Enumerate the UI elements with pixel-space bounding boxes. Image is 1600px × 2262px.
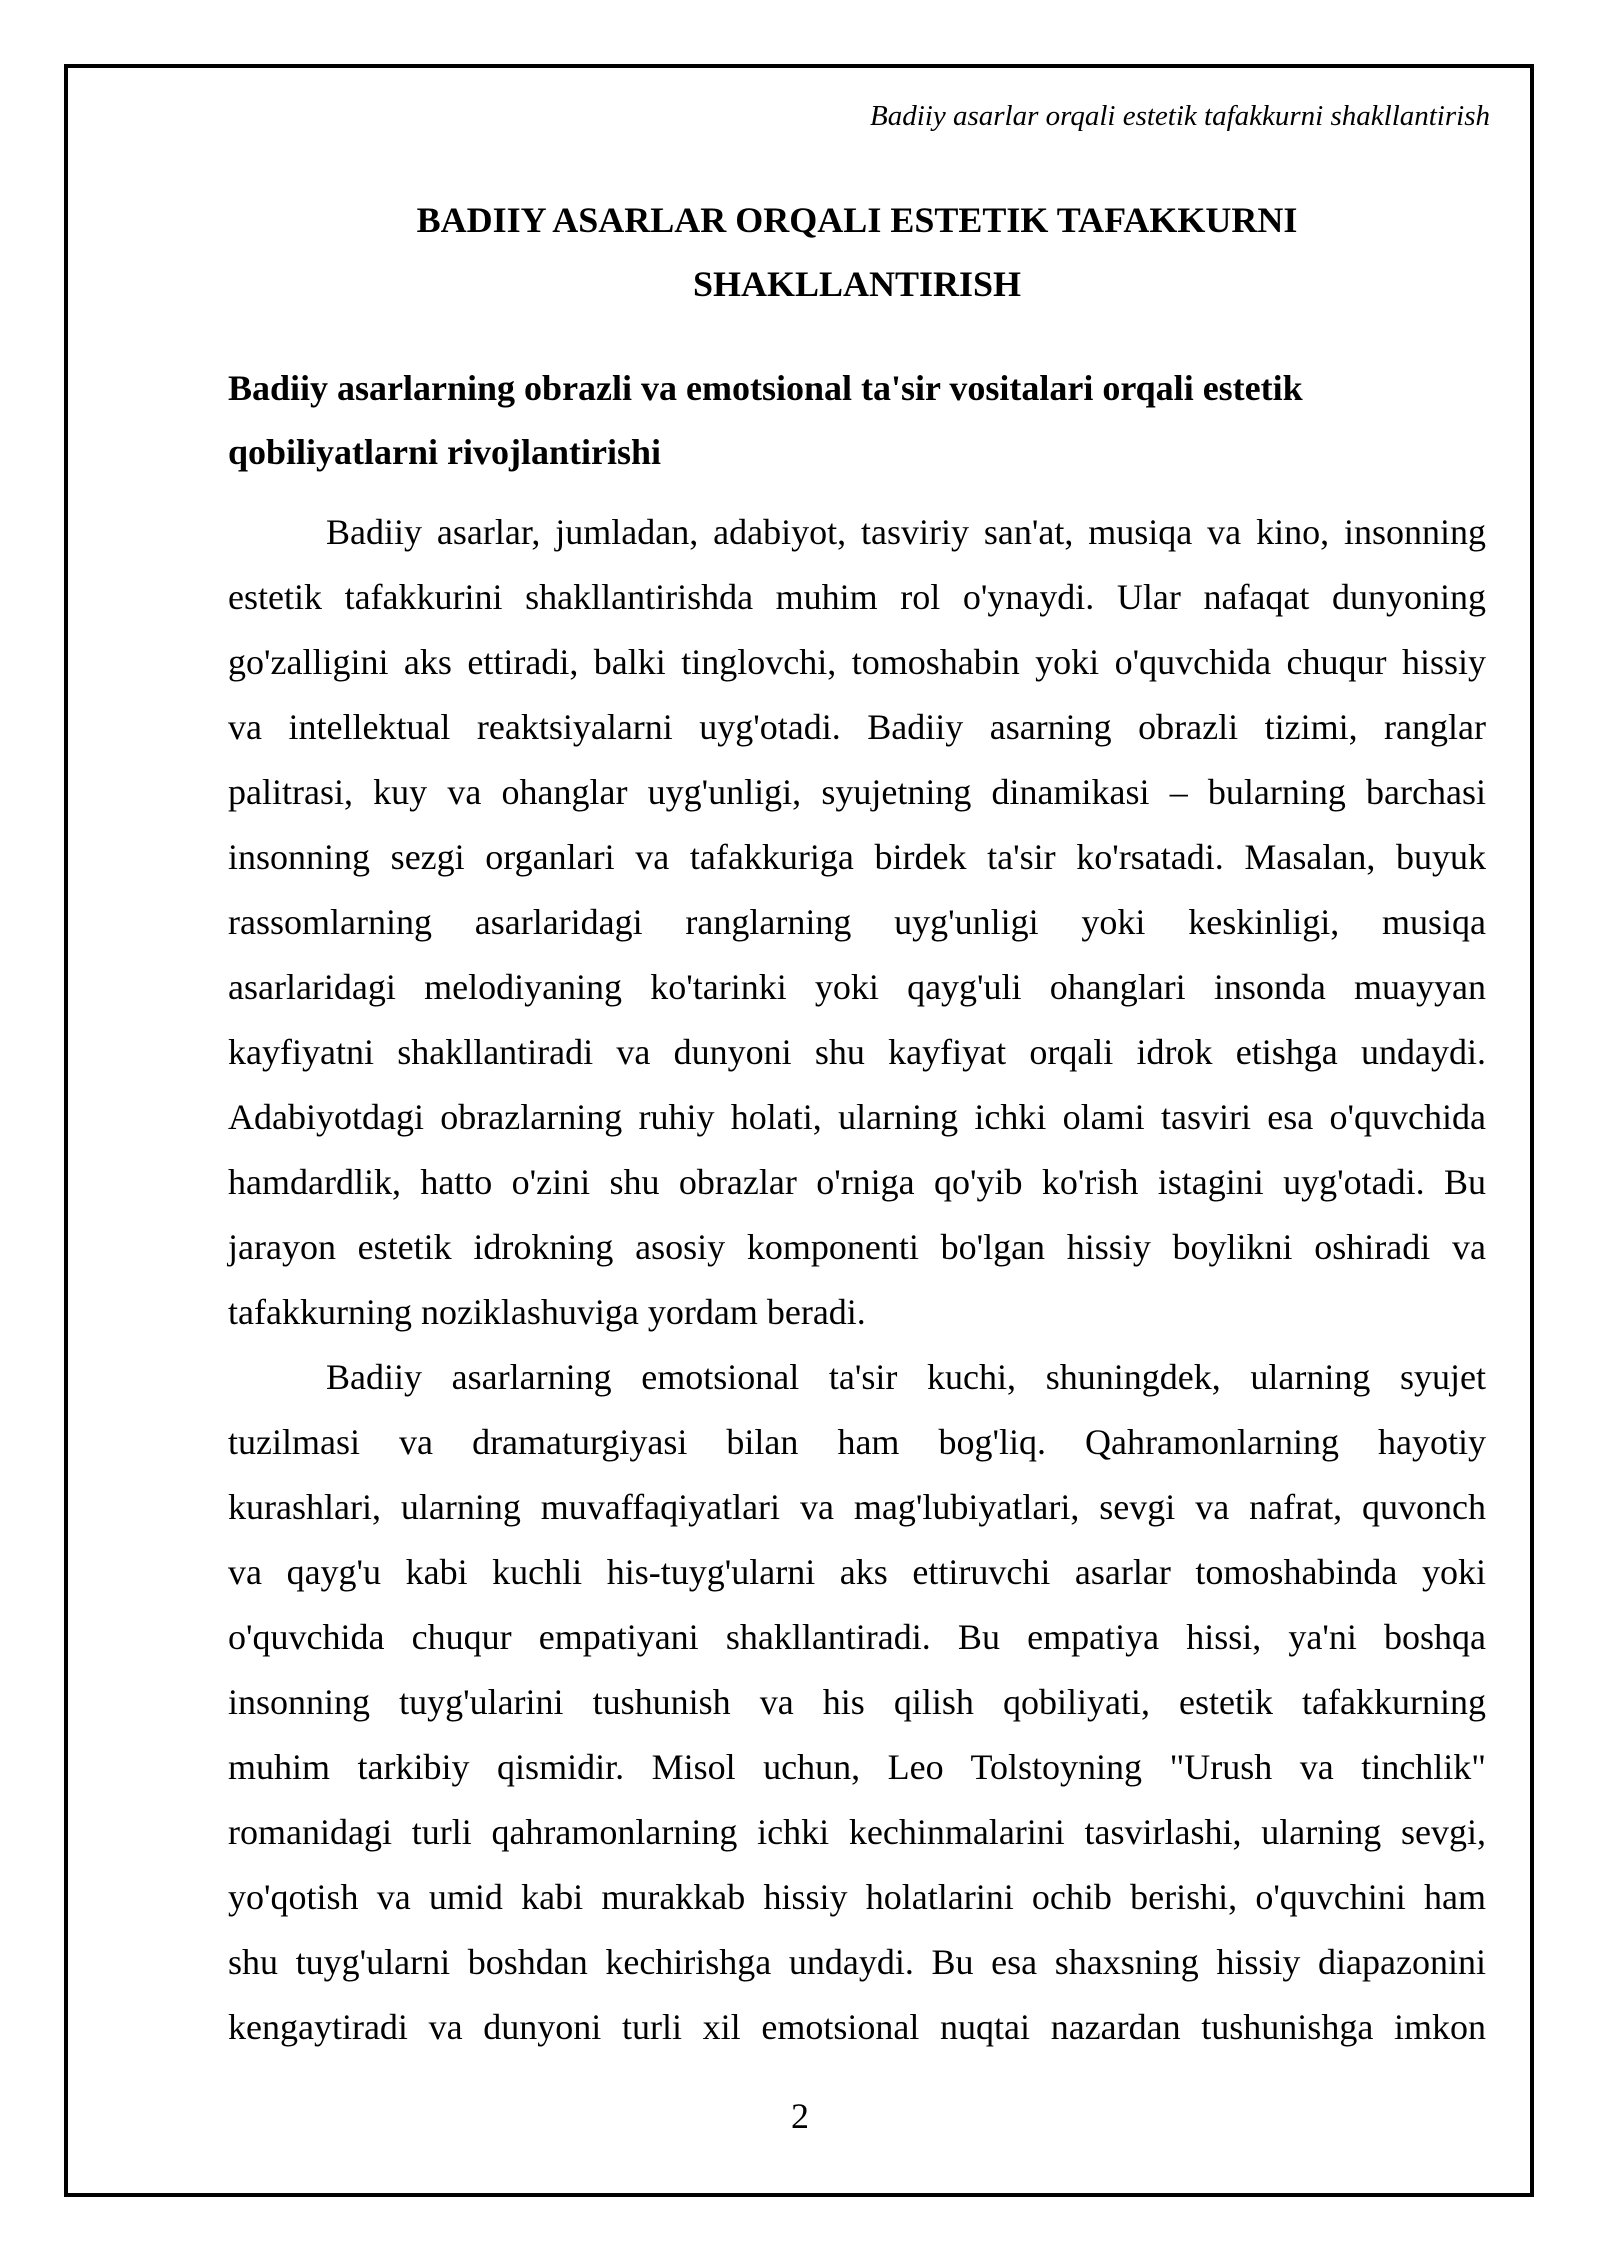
text-line: yo'qotish va umid kabi murakkab hissiy holatlarini ochib berishi, o'quvchini ham — [228, 1877, 1486, 1917]
text-line: tuzilmasi va dramaturgiyasi bilan ham bog'liq. Qahramonlarning hayotiy — [228, 1422, 1486, 1462]
text-line: jarayon estetik idrokning asosiy komponenti bo'lgan hissiy boylikni oshiradi va — [228, 1227, 1486, 1267]
text-line: va intellektual reaktsiyalarni uyg'otadi. Badiiy asarning obrazli tizimi, ranglar — [228, 707, 1486, 747]
text-line: kurashlari, ularning muvaffaqiyatlari va mag'lubiyatlari, sevgi va nafrat, quvonch — [228, 1487, 1486, 1527]
text-line: va qayg'u kabi kuchli his-tuyg'ularni aks ettiruvchi asarlar tomoshabinda yoki — [228, 1552, 1486, 1592]
section-heading — [228, 356, 1486, 484]
text-line: insonning sezgi organlari va tafakkuriga birdek ta'sir ko'rsatadi. Masalan, buyuk — [228, 837, 1486, 877]
text-line: kayfiyatni shakllantiradi va dunyoni shu kayfiyat orqali idrok etishga undaydi. — [228, 1032, 1486, 1072]
text-line: muhim tarkibiy qismidir. Misol uchun, Leo Tolstoyning "Urush va tinchlik" — [228, 1747, 1486, 1787]
running-header: Badiiy asarlar orqali estetik tafakkurni shakllantirish — [870, 100, 1490, 132]
heading-line: qobiliyatlarni rivojlantirishi — [228, 432, 662, 472]
text-line: tafakkurning noziklashuviga yordam beradi. — [228, 1292, 866, 1332]
text-line: go'zalligini aks ettiradi, balki tinglovchi, tomoshabin yoki o'quvchida chuqur hissiy — [228, 642, 1486, 682]
paragraph — [228, 500, 1486, 1345]
document-title — [228, 188, 1486, 316]
text-line: shu tuyg'ularni boshdan kechirishga undaydi. Bu esa shaxsning hissiy diapazonini — [228, 1942, 1486, 1982]
text-line: Badiiy asarlar, jumladan, adabiyot, tasviriy san'at, musiqa va kino, insonning — [326, 512, 1486, 552]
text-line: rassomlarning asarlaridagi ranglarning uyg'unligi yoki keskinligi, musiqa — [228, 902, 1486, 942]
text-line: o'quvchida chuqur empatiyani shakllantiradi. Bu empatiya hissi, ya'ni boshqa — [228, 1617, 1486, 1657]
text-line: kengaytiradi va dunyoni turli xil emotsional nuqtai nazardan tushunishga imkon — [228, 2007, 1486, 2047]
title-line: BADIIY ASARLAR ORQALI ESTETIK TAFAKKURNI — [416, 200, 1298, 240]
text-line: Badiiy asarlarning emotsional ta'sir kuchi, shuningdek, ularning syujet — [326, 1357, 1486, 1397]
text-line: insonning tuyg'ularini tushunish va his qilish qobiliyati, estetik tafakkurning — [228, 1682, 1486, 1722]
heading-line: Badiiy asarlarning obrazli va emotsional ta'sir vositalari orqali estetik — [228, 368, 1303, 408]
text-line: estetik tafakkurini shakllantirishda muhim rol o'ynaydi. Ular nafaqat dunyoning — [228, 577, 1486, 617]
paragraph — [228, 1345, 1486, 2060]
body-text — [228, 500, 1486, 2060]
text-line: hamdardlik, hatto o'zini shu obrazlar o'rniga qo'yib ko'rish istagini uyg'otadi. Bu — [228, 1162, 1486, 1202]
title-line: SHAKLLANTIRISH — [692, 264, 1022, 304]
text-line: romanidagi turli qahramonlarning ichki kechinmalarini tasvirlashi, ularning sevgi, — [228, 1812, 1486, 1852]
text-line: Adabiyotdagi obrazlarning ruhiy holati, ularning ichki olami tasviri esa o'quvchida — [228, 1097, 1486, 1137]
page-number: 2 — [791, 2096, 809, 2136]
text-line: palitrasi, kuy va ohanglar uyg'unligi, syujetning dinamikasi – bularning barchasi — [228, 772, 1486, 812]
text-line: asarlaridagi melodiyaning ko'tarinki yoki qayg'uli ohanglari insonda muayyan — [228, 967, 1486, 1007]
